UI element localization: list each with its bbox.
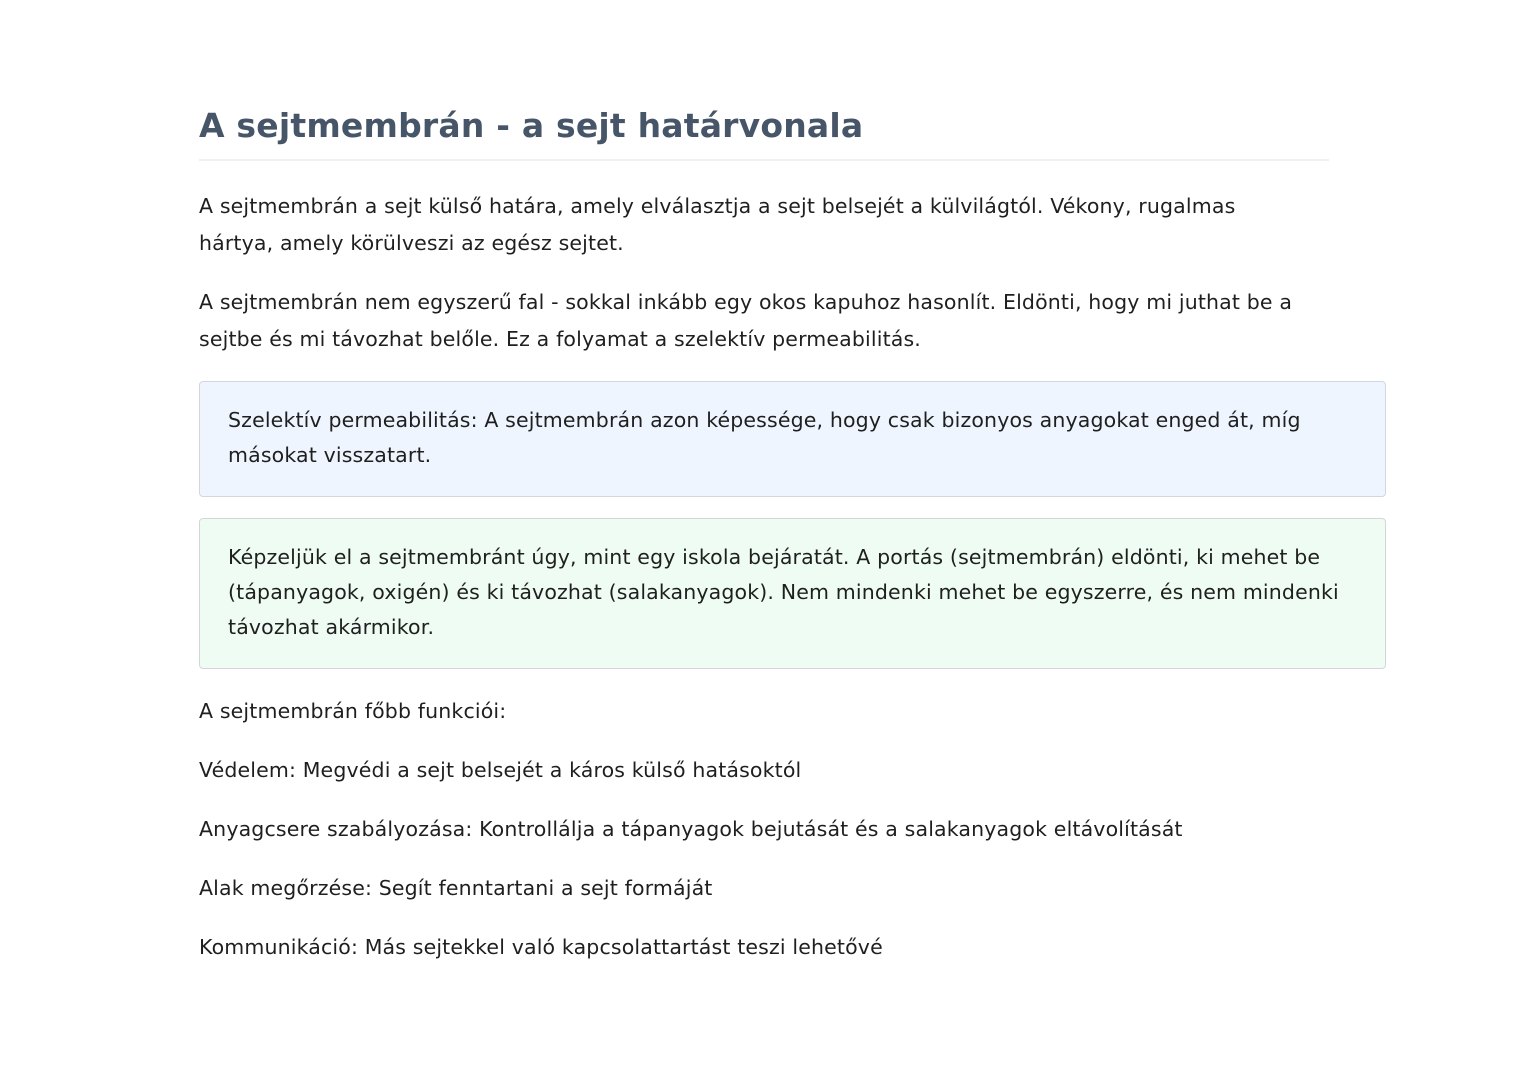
analogy-text: Képzeljük el a sejtmembránt úgy, mint egy iskola bejáratát. A portás (sejtmembrán) eldönti, ki mehet be (tápanyagok, oxigén) és ki távozhat (salakanyagok). Nem mindenki mehet be egyszerre, és nem mindenki távozhat akármikor. [228,545,1339,639]
article [199,100,1386,966]
page-title: A sejtmembrán - a sejt határvonala [199,106,864,145]
definition-callout [199,381,1386,497]
functions-intro: A sejtmembrán főbb funkciói: [199,699,507,723]
title-divider [199,159,1329,161]
functions-list [199,693,1386,966]
function-item: Kommunikáció: Más sejtekkel való kapcsolattartást teszi lehetővé [199,935,883,959]
function-item: Védelem: Megvédi a sejt belsejét a káros külső hatásoktól [199,758,802,782]
definition-text: Szelektív permeabilitás: A sejtmembrán azon képessége, hogy csak bizonyos anyagokat enged át, míg másokat visszatart. [228,408,1301,467]
analogy-callout [199,518,1386,669]
function-item: Anyagcsere szabályozása: Kontrollálja a tápanyagok bejutását és a salakanyagok eltávolítását [199,817,1183,841]
gate-paragraph: A sejtmembrán nem egyszerű fal - sokkal inkább egy okos kapuhoz hasonlít. Eldönti, hogy mi juthat be a sejtbe és mi távozhat belőle. Ez a folyamat a szelektív permeabilitás. [199,290,1293,351]
intro-paragraph: A sejtmembrán a sejt külső határa, amely elválasztja a sejt belsejét a külvilágtól. Vékony, rugalmas hártya, amely körülveszi az egész sejtet. [199,194,1236,255]
function-item: Alak megőrzése: Segít fenntartani a sejt formáját [199,876,713,900]
